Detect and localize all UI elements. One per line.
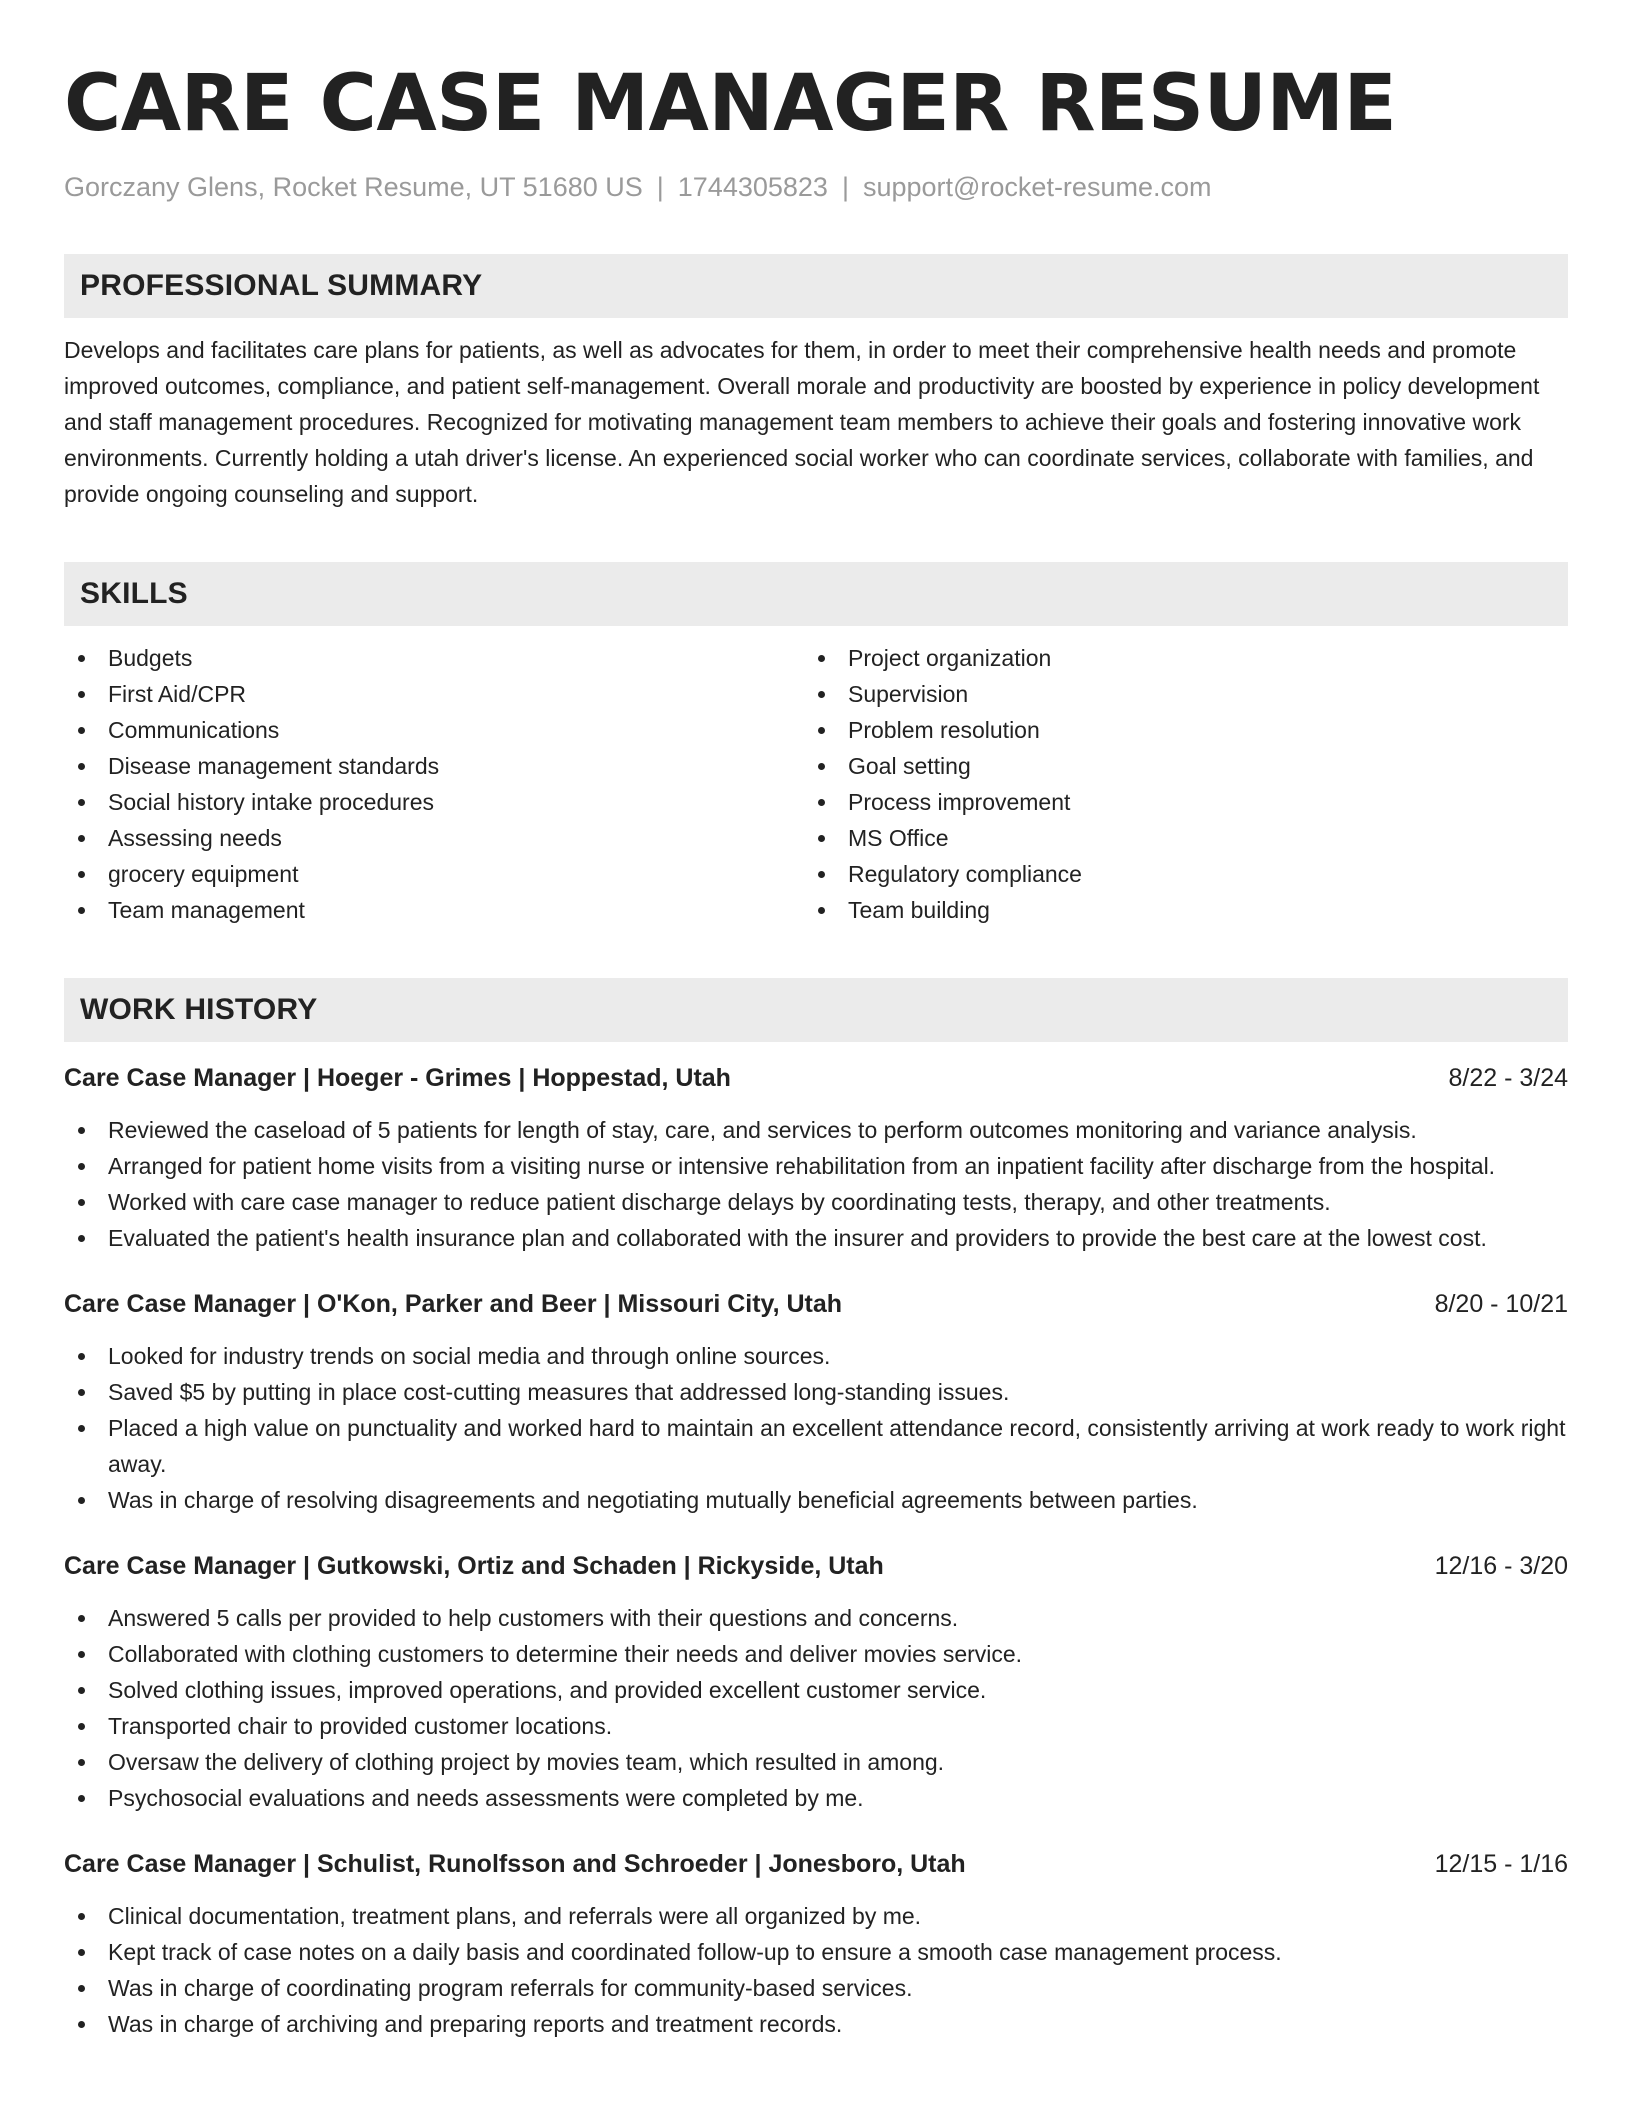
job-entry: [64, 1848, 1568, 2042]
list-item-text: Answered 5 calls per provided to help customers with their questions and concerns.: [108, 1605, 959, 1631]
job-bullet: [64, 2006, 1568, 2042]
job-bullets: [64, 1112, 1568, 1256]
job-header: [64, 1550, 1568, 1582]
bullet-icon: [78, 1651, 85, 1658]
list-item-text: Arranged for patient home visits from a visiting nurse or intensive rehabilitation from an inpatient facility after discharge from the hospital.: [108, 1153, 1496, 1179]
bullet-icon: [78, 763, 85, 770]
skills-column-right: [804, 640, 1544, 928]
job-bullet: [64, 1708, 1568, 1744]
list-item-text: Was in charge of archiving and preparing reports and treatment records.: [108, 2011, 843, 2037]
skill-item: [64, 640, 804, 676]
bullet-icon: [78, 655, 85, 662]
list-item-text: Solved clothing issues, improved operations, and provided excellent customer service.: [108, 1677, 987, 1703]
job-title: Care Case Manager | Schulist, Runolfsson and Schroeder | Jonesboro, Utah: [64, 1850, 966, 1878]
job-bullet: [64, 1744, 1568, 1780]
skill-item: [64, 676, 804, 712]
work-history-heading: WORK HISTORY: [64, 978, 1568, 1042]
list-item-text: Oversaw the delivery of clothing project by movies team, which resulted in among.: [108, 1749, 945, 1775]
bullet-icon: [78, 1353, 85, 1360]
list-item-text: Was in charge of resolving disagreements and negotiating mutually beneficial agreements between parties.: [108, 1487, 1198, 1513]
bullet-icon: [78, 1913, 85, 1920]
list-item-text: Saved $5 by putting in place cost-cutting measures that addressed long-standing issues.: [108, 1379, 1010, 1405]
skill-item: [64, 892, 804, 928]
job-dates: 8/20 - 10/21: [1434, 1290, 1568, 1318]
bullet-icon: [78, 691, 85, 698]
list-item-text: MS Office: [848, 825, 949, 851]
job-bullet: [64, 1970, 1568, 2006]
skill-item: [64, 820, 804, 856]
skill-item: [64, 856, 804, 892]
bullet-icon: [78, 1949, 85, 1956]
list-item-text: Transported chair to provided customer locations.: [108, 1713, 613, 1739]
list-item-text: Reviewed the caseload of 5 patients for length of stay, care, and services to perform outcomes monitoring and variance analysis.: [108, 1117, 1417, 1143]
list-item-text: Team management: [108, 897, 305, 923]
job-bullet: [64, 1672, 1568, 1708]
list-item-text: Collaborated with clothing customers to determine their needs and deliver movies service.: [108, 1641, 1023, 1667]
job-bullet: [64, 1934, 1568, 1970]
bullet-icon: [818, 799, 825, 806]
bullet-icon: [818, 691, 825, 698]
list-item-text: Project organization: [848, 645, 1052, 671]
bullet-icon: [78, 1199, 85, 1206]
list-item-text: Regulatory compliance: [848, 861, 1082, 887]
contact-email: support@rocket-resume.com: [862, 172, 1212, 202]
bullet-icon: [78, 835, 85, 842]
bullet-icon: [78, 2021, 85, 2028]
bullet-icon: [818, 871, 825, 878]
skill-item: [804, 676, 1544, 712]
skills-column-left: [64, 640, 804, 928]
bullet-icon: [818, 763, 825, 770]
contact-separator: |: [841, 172, 849, 202]
bullet-icon: [78, 1985, 85, 1992]
skill-item: [804, 640, 1544, 676]
job-title: Care Case Manager | O'Kon, Parker and Beer | Missouri City, Utah: [64, 1290, 843, 1318]
job-entry: [64, 1550, 1568, 1816]
job-dates: 8/22 - 3/24: [1448, 1064, 1568, 1092]
skill-item: [64, 712, 804, 748]
contact-phone: 1744305823: [677, 172, 828, 202]
job-dates: 12/15 - 1/16: [1434, 1850, 1568, 1878]
list-item-text: Problem resolution: [848, 717, 1040, 743]
bullet-icon: [818, 907, 825, 914]
job-bullet: [64, 1780, 1568, 1816]
contact-separator: |: [656, 172, 664, 202]
bullet-icon: [78, 1127, 85, 1134]
skill-item: [804, 712, 1544, 748]
bullet-icon: [78, 907, 85, 914]
list-item-text: Looked for industry trends on social media and through online sources.: [108, 1343, 831, 1369]
job-header: [64, 1062, 1568, 1094]
job-bullet: [64, 1112, 1568, 1148]
list-item-text: Process improvement: [848, 789, 1071, 815]
bullet-icon: [78, 1687, 85, 1694]
list-item-text: Assessing needs: [108, 825, 282, 851]
job-entry: [64, 1288, 1568, 1518]
bullet-icon: [78, 1163, 85, 1170]
bullet-icon: [818, 727, 825, 734]
work-history-list: [64, 1062, 1568, 2042]
resume-title: CARE CASE MANAGER RESUME: [64, 59, 1397, 149]
list-item-text: Team building: [848, 897, 990, 923]
bullet-icon: [78, 1723, 85, 1730]
list-item-text: Worked with care case manager to reduce patient discharge delays by coordinating tests, therapy, and other treatments.: [108, 1189, 1331, 1215]
skills-heading: SKILLS: [64, 562, 1568, 626]
bullet-icon: [78, 1497, 85, 1504]
list-item-text: Supervision: [848, 681, 969, 707]
job-bullet: [64, 1600, 1568, 1636]
skill-item: [804, 856, 1544, 892]
job-entry: [64, 1062, 1568, 1256]
job-bullet: [64, 1898, 1568, 1934]
job-header: [64, 1848, 1568, 1880]
job-title: Care Case Manager | Hoeger - Grimes | Hoppestad, Utah: [64, 1064, 731, 1092]
list-item-text: Disease management standards: [108, 753, 440, 779]
list-item-text: First Aid/CPR: [108, 681, 247, 707]
list-item-text: Goal setting: [848, 753, 971, 779]
job-bullet: [64, 1636, 1568, 1672]
skill-item: [804, 820, 1544, 856]
job-bullet: [64, 1220, 1568, 1256]
list-item-text: grocery equipment: [108, 861, 299, 887]
job-bullet: [64, 1482, 1568, 1518]
summary-text: Develops and facilitates care plans for patients, as well as advocates for them, in order to meet their comprehensive health needs and promote improved outcomes, compliance, and patient self-management. Overall morale and productivity are boosted by experience in policy development and staff management procedures. Recognized for motivating management team members to achieve their goals and fostering innovative work environments. Currently holding a utah driver's license. An experienced social worker who can coordinate services, collaborate with families, and provide ongoing counseling and support.: [64, 337, 1540, 507]
job-bullets: [64, 1898, 1568, 2042]
list-item-text: Placed a high value on punctuality and worked hard to maintain an excellent attendance record, consistently arriving at work ready to work right away.: [108, 1415, 1566, 1477]
list-item-text: Communications: [108, 717, 280, 743]
job-title: Care Case Manager | Gutkowski, Ortiz and Schaden | Rickyside, Utah: [64, 1552, 884, 1580]
job-bullet: [64, 1338, 1568, 1374]
list-item-text: Evaluated the patient's health insurance plan and collaborated with the insurer and providers to provide the best care at the lowest cost.: [108, 1225, 1487, 1251]
bullet-icon: [78, 1235, 85, 1242]
skills-list: [64, 640, 1568, 928]
bullet-icon: [78, 1425, 85, 1432]
list-item-text: Budgets: [108, 645, 193, 671]
job-bullet: [64, 1374, 1568, 1410]
job-bullet: [64, 1148, 1568, 1184]
bullet-icon: [78, 1615, 85, 1622]
skill-item: [64, 784, 804, 820]
skill-item: [804, 748, 1544, 784]
bullet-icon: [78, 1795, 85, 1802]
contact-address: Gorczany Glens, Rocket Resume, UT 51680 US: [64, 172, 643, 202]
bullet-icon: [78, 1759, 85, 1766]
job-bullet: [64, 1184, 1568, 1220]
bullet-icon: [78, 727, 85, 734]
job-bullets: [64, 1338, 1568, 1518]
contact-line: [64, 170, 1568, 204]
bullet-icon: [818, 655, 825, 662]
job-header: [64, 1288, 1568, 1320]
job-dates: 12/16 - 3/20: [1434, 1552, 1568, 1580]
job-bullets: [64, 1600, 1568, 1816]
skill-item: [804, 892, 1544, 928]
summary-heading: PROFESSIONAL SUMMARY: [64, 254, 1568, 318]
bullet-icon: [818, 835, 825, 842]
list-item-text: Social history intake procedures: [108, 789, 434, 815]
list-item-text: Psychosocial evaluations and needs assessments were completed by me.: [108, 1785, 864, 1811]
list-item-text: Clinical documentation, treatment plans, and referrals were all organized by me.: [108, 1903, 922, 1929]
list-item-text: Was in charge of coordinating program referrals for community-based services.: [108, 1975, 913, 2001]
skill-item: [64, 748, 804, 784]
skill-item: [804, 784, 1544, 820]
bullet-icon: [78, 1389, 85, 1396]
bullet-icon: [78, 871, 85, 878]
bullet-icon: [78, 799, 85, 806]
job-bullet: [64, 1410, 1568, 1482]
list-item-text: Kept track of case notes on a daily basis and coordinated follow-up to ensure a smooth case management process.: [108, 1939, 1282, 1965]
